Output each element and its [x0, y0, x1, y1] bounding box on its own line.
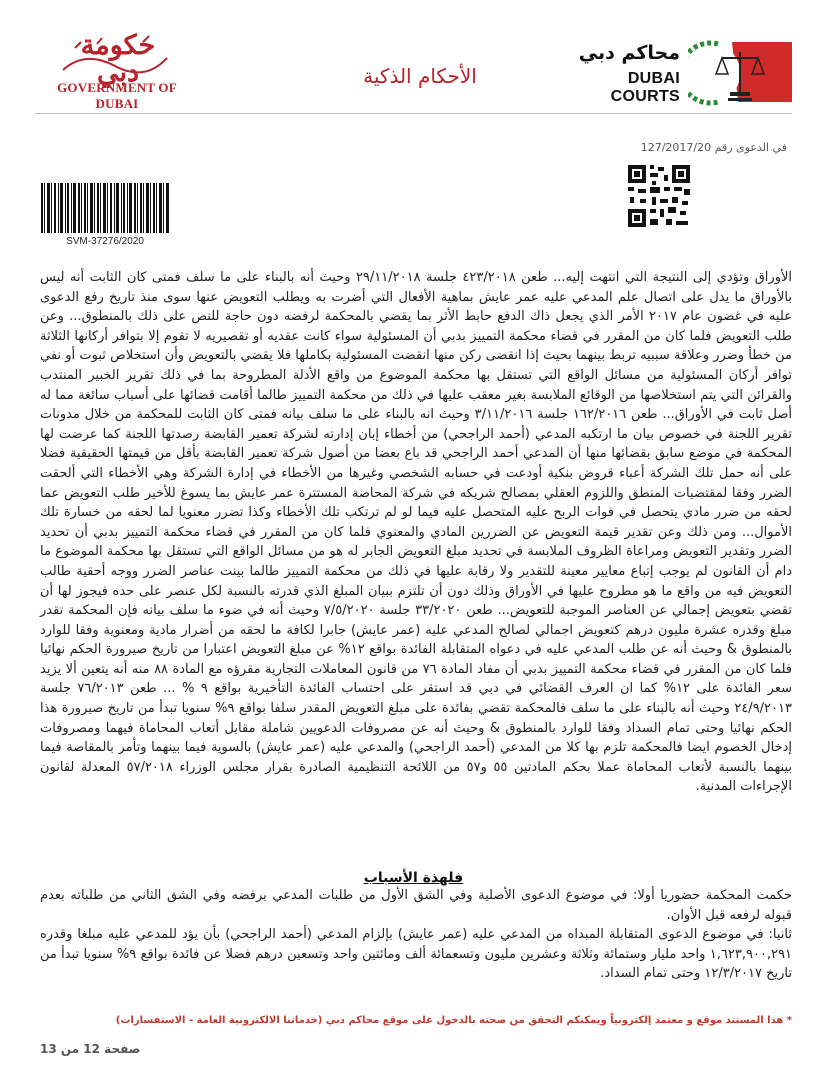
barcode	[41, 183, 169, 233]
ruling-first-item: حكمت المحكمة حضوريا أولا: في موضوع الدعوى الأصلية وفي الشق الأول من طلبات المدعي برفضه وفي الشق الثاني من طلباته بعدم قبوله لرفعه قبل الأوان.	[40, 888, 792, 923]
ruling-section	[40, 886, 792, 984]
barcode-label: SVM-37276/2020	[66, 236, 144, 247]
government-logo-arabic: حكومة دبي	[80, 30, 156, 88]
page-title: الأحكام الذكية	[363, 64, 477, 88]
ruling-heading: فلهذة الأسباب	[363, 870, 464, 886]
courts-logo-english: DUBAI COURTS	[610, 70, 680, 105]
page-header	[0, 0, 827, 112]
courts-logo-arabic: محاكم دبي	[578, 42, 680, 64]
case-number: في الدعوى رقم 127/2017/20	[640, 141, 787, 154]
qr-code	[626, 163, 692, 229]
government-logo-english: GOVERNMENT OF DUBAI	[57, 80, 177, 111]
header-divider	[35, 113, 792, 114]
judgment-body-paragraph: الأوراق وتؤدي إلى النتيجة التي انتهت إليه... طعن ٤٢٣/٢٠١٨ جلسة ٢٩/١١/٢٠١٨ وحيث أنه بالبناء على ما سلف فمتى كان الثابت أنه ليس بالأوراق ما يدل على اتصال علم المدعي عليه عمر عايش بماهية الأفعال التي أضرت به ويطلب التعويض عنها سوى منذ تاريخ رفع الدعوى عليه في غضون عام ٢٠١٧ الأمر الذي يجعل ذاك الدفع حابط الأثر بما يقضي بالمحكمة لرفضه دون حاجة للنص على ذلك بالمنطوق... وعن طلب التعويض فلما كان من المقرر في قضاء محكمة التمييز بدبي أن المسئولية سواء كانت عقديه أو تقصيريه لا تقوم إلا بتوافر أركانها الثلاثة من خطأ وضرر وعلاقة سببيه تربط بينهما بحيث إذا انقضى ركن منها انقضت المسئولية بكاملها فلا يقضي بالتعويض وأن استخلاص ثبوت أو نفي توافر أركان المسئولية من مسائل الواقع التي تستقل بها محكمة الموضوع من واقع الأدلة المطروحة بما في ذلك تقرير الخبير المنتدب والقرائن التي يتم استخلاصها من الوقائع الملابسة بغير معقب عليها في ذلك من محكمة التمييز طالما أقامت قضائها على أسباب سائغة مما له أصل ثابت في الأوراق... طعن ١٦٢/٢٠١٦ جلسة ٣/١١/٢٠١٦ وحيث انه بالبناء على ما سلف بيانه فمتى كان الثابت للمحكمة من خلال مدونات تقرير اللجنة في خصوص بيان ما ارتكبه المدعي (أحمد الراجحي) من أخطاء إبان إدارته لشركة تعمير القابضة رصدتها اللجنة كما عرضت لها المحكمة في موضع سابق بقضائها منها أن المدعي أحمد الراجحي قد باع بعضا من أصول شركة تعمير القابضة بأقل من قيمتها الحقيقية فضلا على أنه حمل تلك الشركة أعباء قروض بنكية أودعت في حسابه الشخصي وغيرها من الأخطاء في إدارة الشركة وهي الأخطاء التي ألحقت الضرر وفقا لمقتضيات المنطق واللزوم العقلي بمصالح شريكه في شركة المحاصة المستترة عمر عايش بما يسوغ للأخير طلب التعويض عما لحقه من ضرر مادي يتحصل في فوات الربح عليه المتحصل عليه فيما لو لم ترتكب تلك الأخطاء وكذا تضرر معنويا لما لحقه من خسارة تلك الأموال... ومن ذلك وعن تقدير قيمة التعويض عن الضررين المادي والمعنوي فلما كان من المقرر في قضاء محكمة التمييز بدبي أن تحديد الضرر وتقدير التعويض ومراعاة الظروف الملابسة في تحديد مبلغ التعويض الجابر له هو من مسائل الواقع التي تستقل بها محكمة الموضوع ما دام أن القانون لم يوجب إتباع معايير معينة للتقدير ولا رقابة عليها في ذلك من محكمة التمييز طالما بينت عناصر الضرر ووجه أحقية طالب التعويض فيه من واقع ما هو مطروح عليها في الأوراق وذلك دون أن تلتزم ببيان المبلغ الذي قدرته بالنسبة لكل عنصر على حده فيجوز لها أن تقضي بتعويض إجمالي عن العناصر الموجبة للتعويض... طعن ٣٣/٢٠٢٠ جلسة ٧/٥/٢٠٢٠ وحيث أنه في ضوء ما سلف بيانه فإن المحكمة تقدر مبلغ وقدره عشرة مليون درهم كتعويض اجمالي لصالح المدعي عليه (عمر عايش) جابرا لكافة ما لحقه من أضرار مادية ومعنوية وفقا للوارد بالمنطوق & وحيث أنه عن طلب المدعي عليه في دعواه المتقابلة الفائدة بواقع ١٢% عن مبلغ التعويض اعتبارا من تاريخ صيرورة الحكم نهائيا فلما كان من المقرر في قضاء محكمة التمييز بدبي أن مفاد المادة ٧٦ من قانون المعاملات التجارية مقرؤه مع المادة ٨٨ منه أنه يتعين ألا يزيد سعر الفائدة على ١٢% كما ان العرف القضائي في دبي قد استقر على احتساب الفائدة التأخيرية بواقع ٩ % ... طعن ٧٦/٢٠١٣ جلسة ٢٤/٩/٢٠١٣ وحيث أنه بالبناء على ما سلف فالمحكمة تقضي بفائدة على مبلغ التعويض المقدر سلفا بواقع ٩% سنويا تبدأ من تاريخ صيرورة هذا الحكم نهائيا وحتى تمام السداد وفقا للوارد بالمنطوق & وحيث أنه عن مصروفات الدعويين شاملة مقابل أتعاب المحاماة فيهما ومصروفات إدخال الخصوم ايضا فالمحكمة تلزم بها كلا من المدعي (أحمد الراجحي) والمدعي عليه (عمر عايش) بالسوية فيما بينهما وتأمر بالمقاصة فيما بينهما بالنسبة لأتعاب المحاماة عملا بحكم المادتين ٥٥ و٥٧ من اللائحة التنظيمية الصادرة بقرار مجلس الوزراء ٥٧/٢٠١٨ المعدلة لقانون الإجراءات المدنية.	[40, 270, 793, 795]
ruling-second-item: ثانيا: في موضوع الدعوى المتقابلة المبداه من المدعي عليه (عمر عايش) بإلزام المدعي (أحمد الراجحي) بأن يؤد للمدعي عليه مبلغا وقدره ١,٦٢٣,٩٠٠,٢٩١ واحد مليار وستمائة وثلاثة وعشرين مليون وتسعمائة ألف ومائتين واحد وتسعين درهم فضلا عن فائدة بواقع ٩% سنويا تبدأ من تاريخ ١٢/٣/٢٠١٧ وحتى تمام السداد.	[40, 927, 792, 982]
verification-note: * هذا المستند موقع و معتمد إلكترونياً ويمكنكم التحقق من صحته بالدخول على موقع محاكم دبي (خدماتنا الالكترونية العامة - الاستفسارات)	[115, 1015, 792, 1026]
page-number: صفحة 12 من 13	[40, 1042, 141, 1056]
dubai-courts-emblem	[688, 38, 792, 106]
